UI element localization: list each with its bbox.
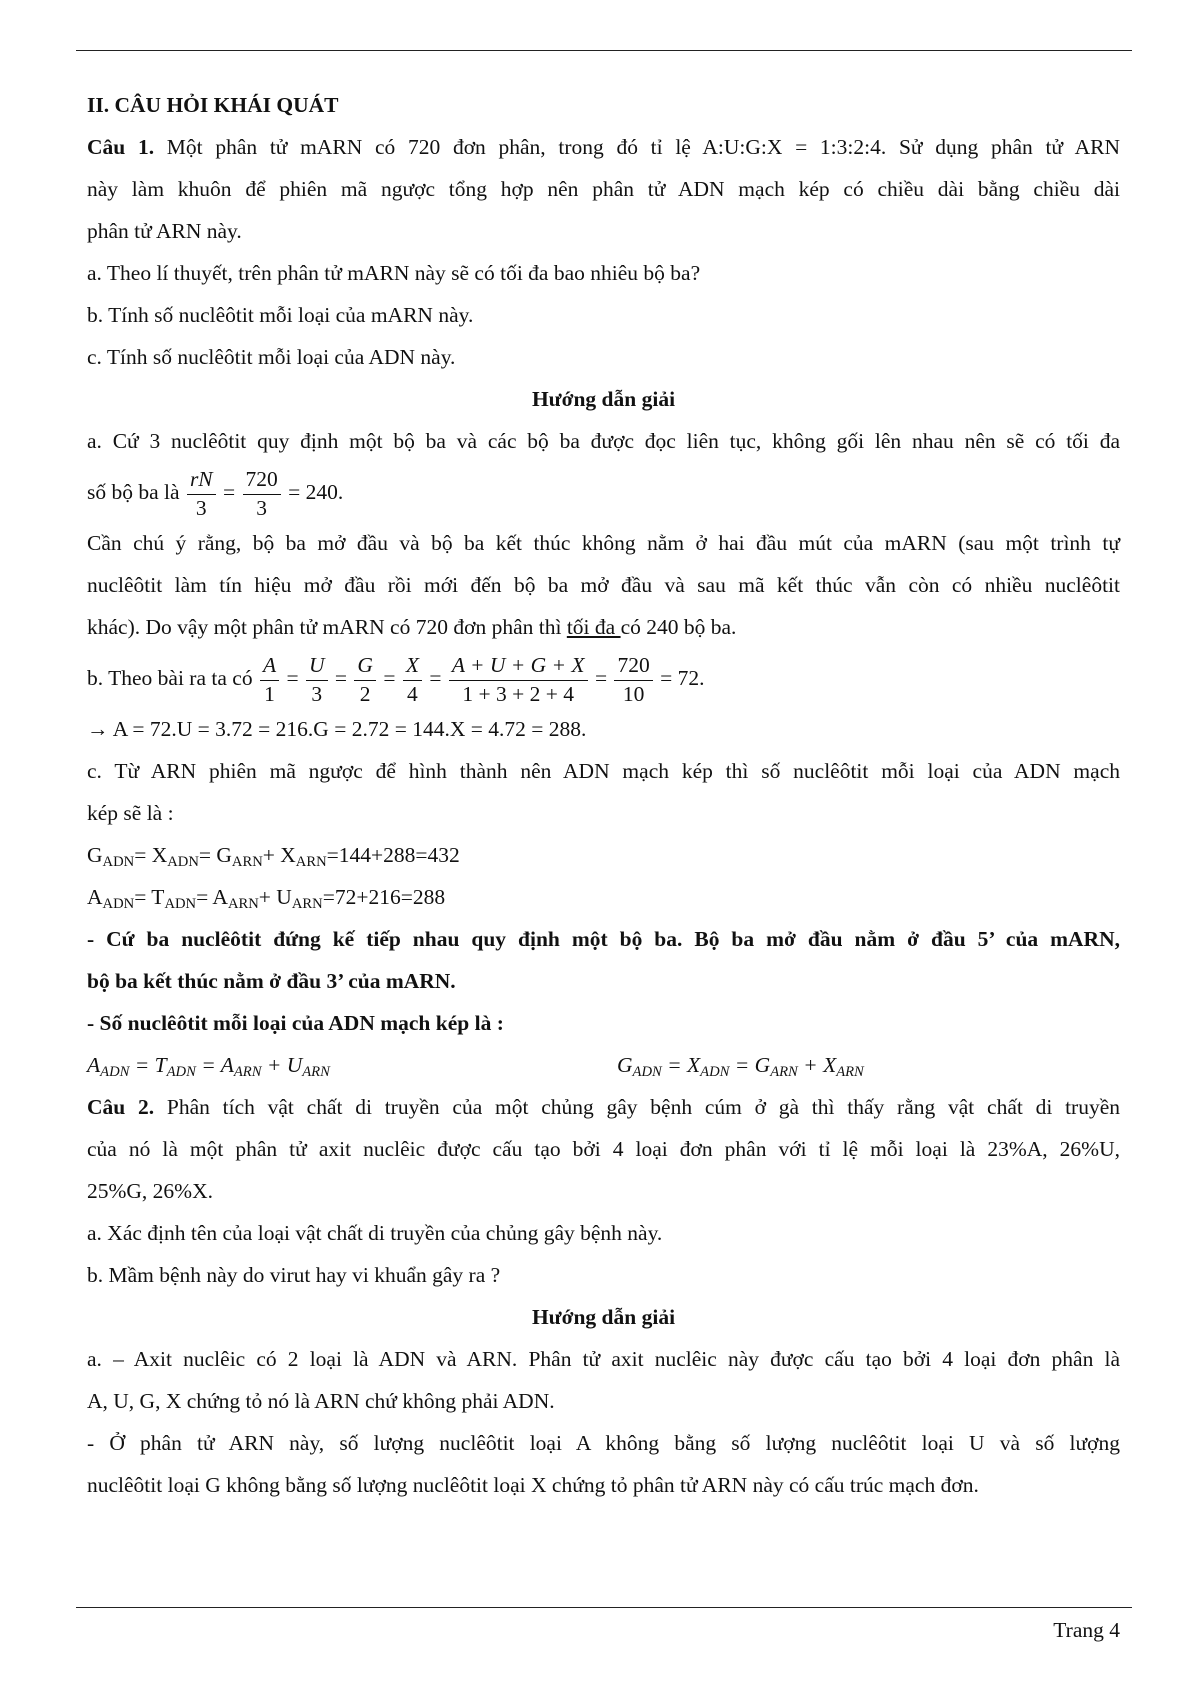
formula-right: $G_{ADN} = X_{ADN} = G_{ARN} + X_{ARN}$ — [617, 1053, 864, 1081]
fraction-a-1: $\frac{A}{1}$ — [260, 654, 279, 706]
document-body — [87, 84, 1120, 1506]
q2-line-2: của nó là một phân tử axit nuclêic được cấu tạo bởi 4 loại đơn phân với tỉ lệ mỗi loại là 23%A, 26%U, — [87, 1137, 1120, 1161]
fraction-720-3: $\frac{720}{3}$ — [243, 468, 281, 520]
q2-line-1: Câu 2. Phân tích vật chất di truyền của một chủng gây bệnh cúm ở gà thì thấy rằng vật chất di truyền — [87, 1095, 1120, 1119]
header-rule — [76, 50, 1132, 51]
ans1-note-line-1: Cần chú ý rằng, bộ ba mở đầu và bộ ba kết thúc không nằm ở hai đầu mút của mARN (sau một trình tự — [87, 531, 1120, 555]
fraction-g-2: $\frac{G}{2}$ — [354, 654, 376, 706]
q1-line-3: phân tử ARN này. — [87, 219, 242, 243]
fraction-sum: $\frac{A + U + G + X}{1 + 3 + 2 + 4}$ — [449, 654, 588, 706]
fraction-rn-3: $\frac{rN}{3}$ — [187, 468, 216, 520]
ans1-c-line-2: kép sẽ là : — [87, 801, 174, 825]
guide-title-1: Hướng dẫn giải — [531, 387, 676, 411]
guide-title-2: Hướng dẫn giải — [531, 1305, 676, 1329]
ans1-note-line-2: nuclêôtit làm tín hiệu mở đầu rồi mới đến bộ ba mở đầu và sau mã kết thúc vẫn còn có nhiều nuclêôtit — [87, 573, 1120, 597]
ans2-line-4: nuclêôtit loại G không bằng số lượng nuclêôtit loại X chứng tỏ phân tử ARN này có cấu trúc mạch đơn. — [87, 1473, 979, 1497]
q1-line-2: này làm khuôn để phiên mã ngược tổng hợp nên phân tử ADN mạch kép có chiều dài bằng chiều dài — [87, 177, 1120, 201]
q1-part-a: a. Theo lí thuyết, trên phân tử mARN này sẽ có tối đa bao nhiêu bộ ba? — [87, 261, 701, 285]
q1-part-c: c. Tính số nuclêôtit mỗi loại của ADN này. — [87, 345, 456, 369]
q1-part-b: b. Tính số nuclêôtit mỗi loại của mARN này. — [87, 303, 474, 327]
bold-note-line-1: - Cứ ba nuclêôtit đứng kế tiếp nhau quy định một bộ ba. Bộ ba mở đầu nằm ở đầu 5’ của mARN, — [87, 927, 1120, 951]
formula-left: $A_{ADN} = T_{ADN} = A_{ARN} + U_{ARN}$ — [87, 1053, 330, 1081]
ans1-a-line-2: số bộ ba là $\frac{rN}{3}$ = $\frac{720}{3}$ = 240. — [87, 466, 344, 520]
ans2-line-3: - Ở phân tử ARN này, số lượng nuclêôtit loại A không bằng số lượng nuclêôtit loại U và số lượng — [87, 1431, 1120, 1455]
section-heading: II. CÂU HỎI KHÁI QUÁT — [87, 93, 339, 117]
equation-a-adn: $A_{ADN}= T_{ADN}= A_{ARN}+ U_{ARN}=72+216=288$ — [87, 885, 446, 913]
ans1-note-line-3: khác). Do vậy một phân tử mARN có 720 đơn phân thì tối đa có 240 bộ ba. — [87, 615, 737, 639]
formula-row — [87, 1044, 1120, 1086]
q1-label: Câu 1. — [87, 135, 155, 159]
ans2-line-1: a. – Axit nuclêic có 2 loại là ADN và ARN. Phân tử axit nuclêic này được cấu tạo bởi 4 loại đơn phân là — [87, 1347, 1120, 1371]
bold-note-line-3: - Số nuclêôtit mỗi loại của ADN mạch kép là : — [87, 1011, 504, 1035]
q2-part-b: b. Mầm bệnh này do virut hay vi khuẩn gây ra ? — [87, 1263, 501, 1287]
q2-label: Câu 2. — [87, 1095, 155, 1119]
footer-rule — [76, 1607, 1132, 1608]
fraction-u-3: $\frac{U}{3}$ — [306, 654, 328, 706]
page-number: Trang 4 — [1053, 1618, 1120, 1642]
fraction-720-10: $\frac{720}{10}$ — [614, 654, 652, 706]
ans2-line-2: A, U, G, X chứng tỏ nó là ARN chứ không phải ADN. — [87, 1389, 555, 1413]
ans1-b-line-2: → A = 72.U = 3.72 = 216.G = 2.72 = 144.X = 4.72 = 288. — [87, 717, 587, 741]
ans1-b-line-1: b. Theo bài ra ta có $\frac{A}{1}$ = $\frac{U}{3}$ = $\frac{G}{2}$ = $\frac{X}{4}$ = $\frac{A + U + G + X}{1 + 3 + 2 + 4}$ = $\frac{720}{10}$ = 72. — [87, 652, 705, 706]
q2-line-3: 25%G, 26%X. — [87, 1179, 213, 1203]
q1-line-1: Câu 1. Một phân tử mARN có 720 đơn phân, trong đó tỉ lệ A:U:G:X = 1:3:2:4. Sử dụng phân tử ARN — [87, 135, 1120, 159]
bold-note-line-2: bộ ba kết thúc nằm ở đầu 3’ của mARN. — [87, 969, 456, 993]
equation-g-adn: $G_{ADN}= X_{ADN}= G_{ARN}+ X_{ARN}=144+288=432$ — [87, 843, 460, 871]
q2-part-a: a. Xác định tên của loại vật chất di truyền của chủng gây bệnh này. — [87, 1221, 663, 1245]
ans1-c-line-1: c. Từ ARN phiên mã ngược để hình thành nên ADN mạch kép thì số nuclêôtit mỗi loại của ADN mạch — [87, 759, 1120, 783]
fraction-x-4: $\frac{X}{4}$ — [403, 654, 422, 706]
ans1-a-line-1: a. Cứ 3 nuclêôtit quy định một bộ ba và các bộ ba được đọc liên tục, không gối lên nhau nên sẽ có tối đa — [87, 429, 1120, 453]
